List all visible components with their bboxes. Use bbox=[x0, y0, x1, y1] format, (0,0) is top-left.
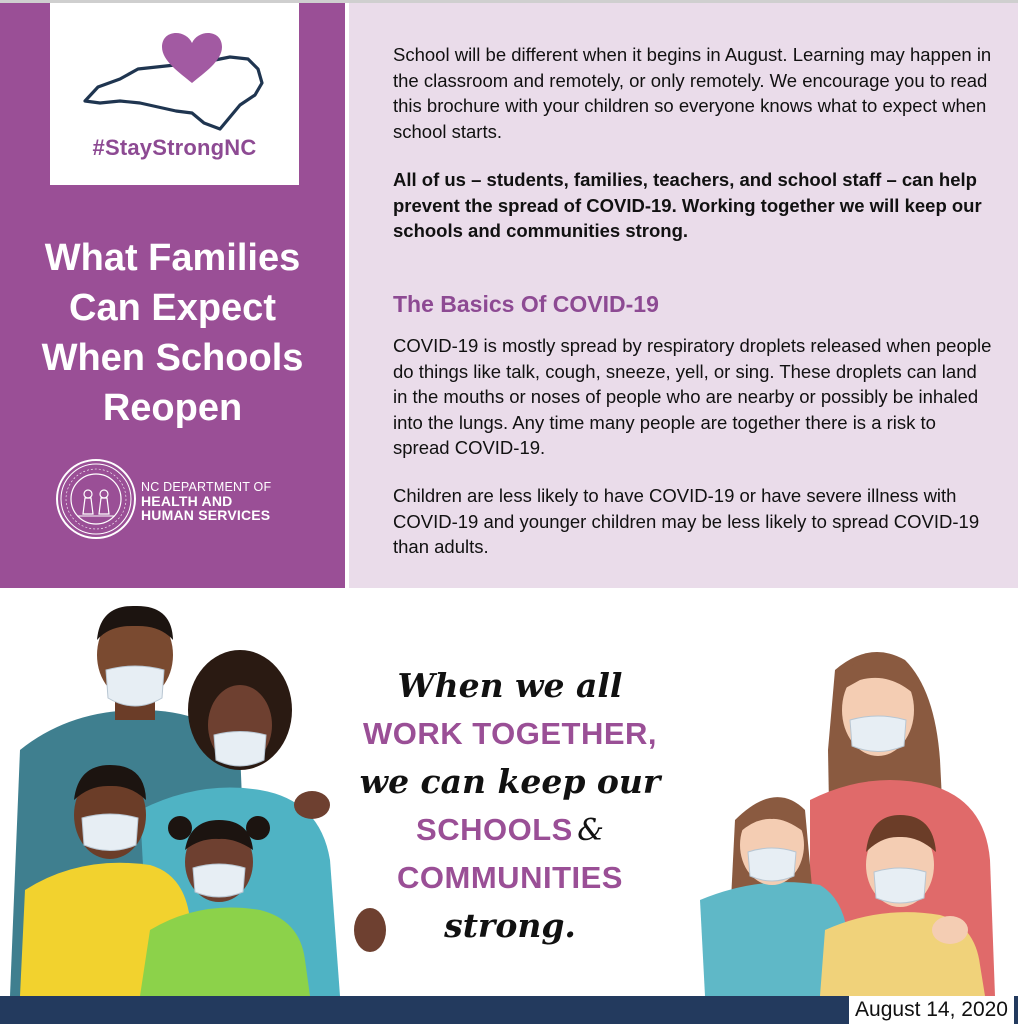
hashtag-text: #StayStrongNC bbox=[92, 135, 257, 160]
department-line: HEALTH AND bbox=[141, 493, 233, 509]
publication-date: August 14, 2020 bbox=[849, 996, 1014, 1024]
department-name bbox=[141, 480, 271, 522]
title-line: Reopen bbox=[102, 387, 243, 429]
emphasis-paragraph: All of us – students, families, teachers, and school staff – can help prevent the spread of COVID-19. Working together we will keep our schools and communities strong. bbox=[393, 169, 982, 241]
slogan-ampersand: & bbox=[577, 813, 604, 848]
left-family-group bbox=[10, 606, 386, 996]
section-heading: The Basics Of COVID-19 bbox=[393, 291, 659, 317]
children-paragraph: Children are less likely to have COVID-19 or have severe illness with COVID-19 and younger children may be less likely to spread COVID-19 than adults. bbox=[393, 485, 980, 557]
title-line: Can Expect bbox=[69, 287, 276, 329]
nc-state-heart-icon bbox=[80, 21, 270, 131]
basics-paragraph: COVID-19 is mostly spread by respiratory droplets released when people do things like talk, cough, sneeze, yell, or sing. These droplets can land in the mouths or noses of people who are nearby or possibly be inhaled into the lungs. Any time many people are together there is a risk to spread COVID-19. bbox=[393, 335, 992, 458]
slogan-block bbox=[345, 662, 675, 950]
slogan-highlight: WORK TOGETHER, bbox=[362, 716, 658, 751]
right-family-group bbox=[700, 652, 995, 996]
title-line: What Families bbox=[44, 237, 301, 279]
stay-strong-logo bbox=[50, 3, 299, 185]
slogan-highlight: SCHOOLS bbox=[416, 812, 573, 847]
slogan-line: When we all bbox=[397, 666, 623, 705]
title-line: When Schools bbox=[41, 337, 304, 379]
intro-paragraph: School will be different when it begins in August. Learning may happen in the classroom and remotely, or only remotely. We encourage you to read this brochure with your children so everyone knows what to expect when school starts. bbox=[393, 44, 992, 142]
slogan-line: strong. bbox=[444, 906, 576, 945]
footer-bar bbox=[0, 996, 1018, 1024]
slogan-line: we can keep our bbox=[359, 762, 661, 801]
slogan-highlight: COMMUNITIES bbox=[397, 860, 623, 895]
slogan-schools-row bbox=[345, 806, 675, 854]
left-panel bbox=[0, 3, 345, 588]
state-seal-icon bbox=[55, 458, 137, 540]
department-line: HUMAN SERVICES bbox=[141, 507, 271, 523]
brochure-title bbox=[0, 233, 345, 433]
department-line: NC DEPARTMENT OF bbox=[141, 480, 272, 494]
